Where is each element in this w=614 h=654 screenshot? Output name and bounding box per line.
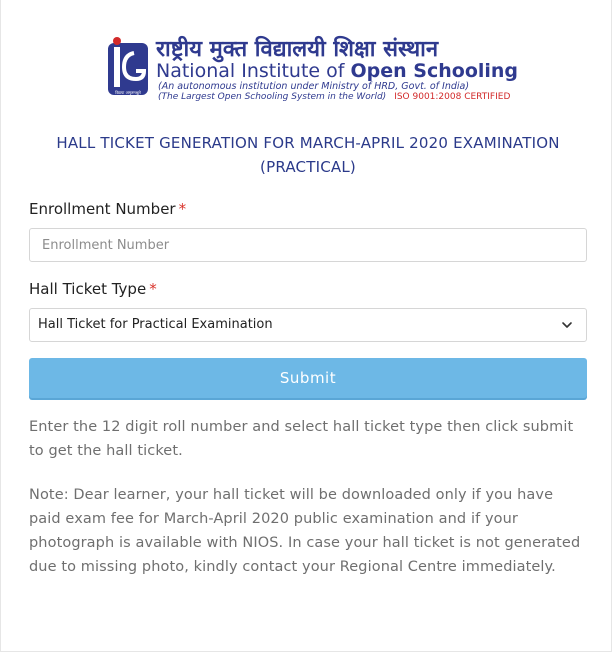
enrollment-label xyxy=(29,200,186,218)
logo-subtitle-2-text: (The Largest Open Schooling System in the World) xyxy=(158,92,387,102)
instructions-text: Enter the 12 digit roll number and select hall ticket type then click submit to get the hall ticket. xyxy=(29,419,574,459)
nios-logo xyxy=(104,33,519,105)
hall-ticket-type-selected: Hall Ticket for Practical Examination xyxy=(38,317,273,332)
enrollment-label-text: Enrollment Number xyxy=(29,200,176,218)
required-asterisk: * xyxy=(178,200,187,218)
chevron-down-icon xyxy=(560,318,574,332)
hall-ticket-type-label xyxy=(29,280,157,298)
svg-text:विद्यया अमृतमश्नुते: विद्यया अमृतमश्नुते xyxy=(115,90,141,95)
logo-name-regular: National Institute of xyxy=(156,60,351,82)
hall-ticket-type-select[interactable] xyxy=(29,308,587,342)
required-asterisk: * xyxy=(149,280,157,298)
hall-ticket-type-label-text: Hall Ticket Type xyxy=(29,280,147,298)
logo-english-name xyxy=(156,60,518,82)
logo-subtitle-2 xyxy=(158,92,510,102)
enrollment-number-input[interactable] xyxy=(29,228,587,262)
page-heading xyxy=(20,131,596,179)
iso-certified-text: ISO 9001:2008 CERTIFIED xyxy=(394,92,511,102)
logo-hindi-name: राष्ट्रीय मुक्त विद्यालयी शिक्षा संस्थान xyxy=(156,36,439,62)
nios-emblem-icon xyxy=(104,35,152,99)
note-text: Note: Dear learner, your hall ticket will be downloaded only if you have paid exam fee for March-April 2020 public examination and if your photograph is available with NIOS. In case your hall ticket is not generated due to missing photo, kindly contact your Regional Centre immediately. xyxy=(29,487,581,575)
heading-line-1: HALL TICKET GENERATION FOR MARCH-APRIL 2020 EXAMINATION xyxy=(56,134,560,152)
submit-button[interactable]: Submit xyxy=(29,358,587,398)
logo-name-bold: Open Schooling xyxy=(350,60,519,82)
logo-subtitle-1: (An autonomous institution under Ministry of HRD, Govt. of India) xyxy=(158,81,470,92)
heading-line-2: (PRACTICAL) xyxy=(260,158,356,176)
